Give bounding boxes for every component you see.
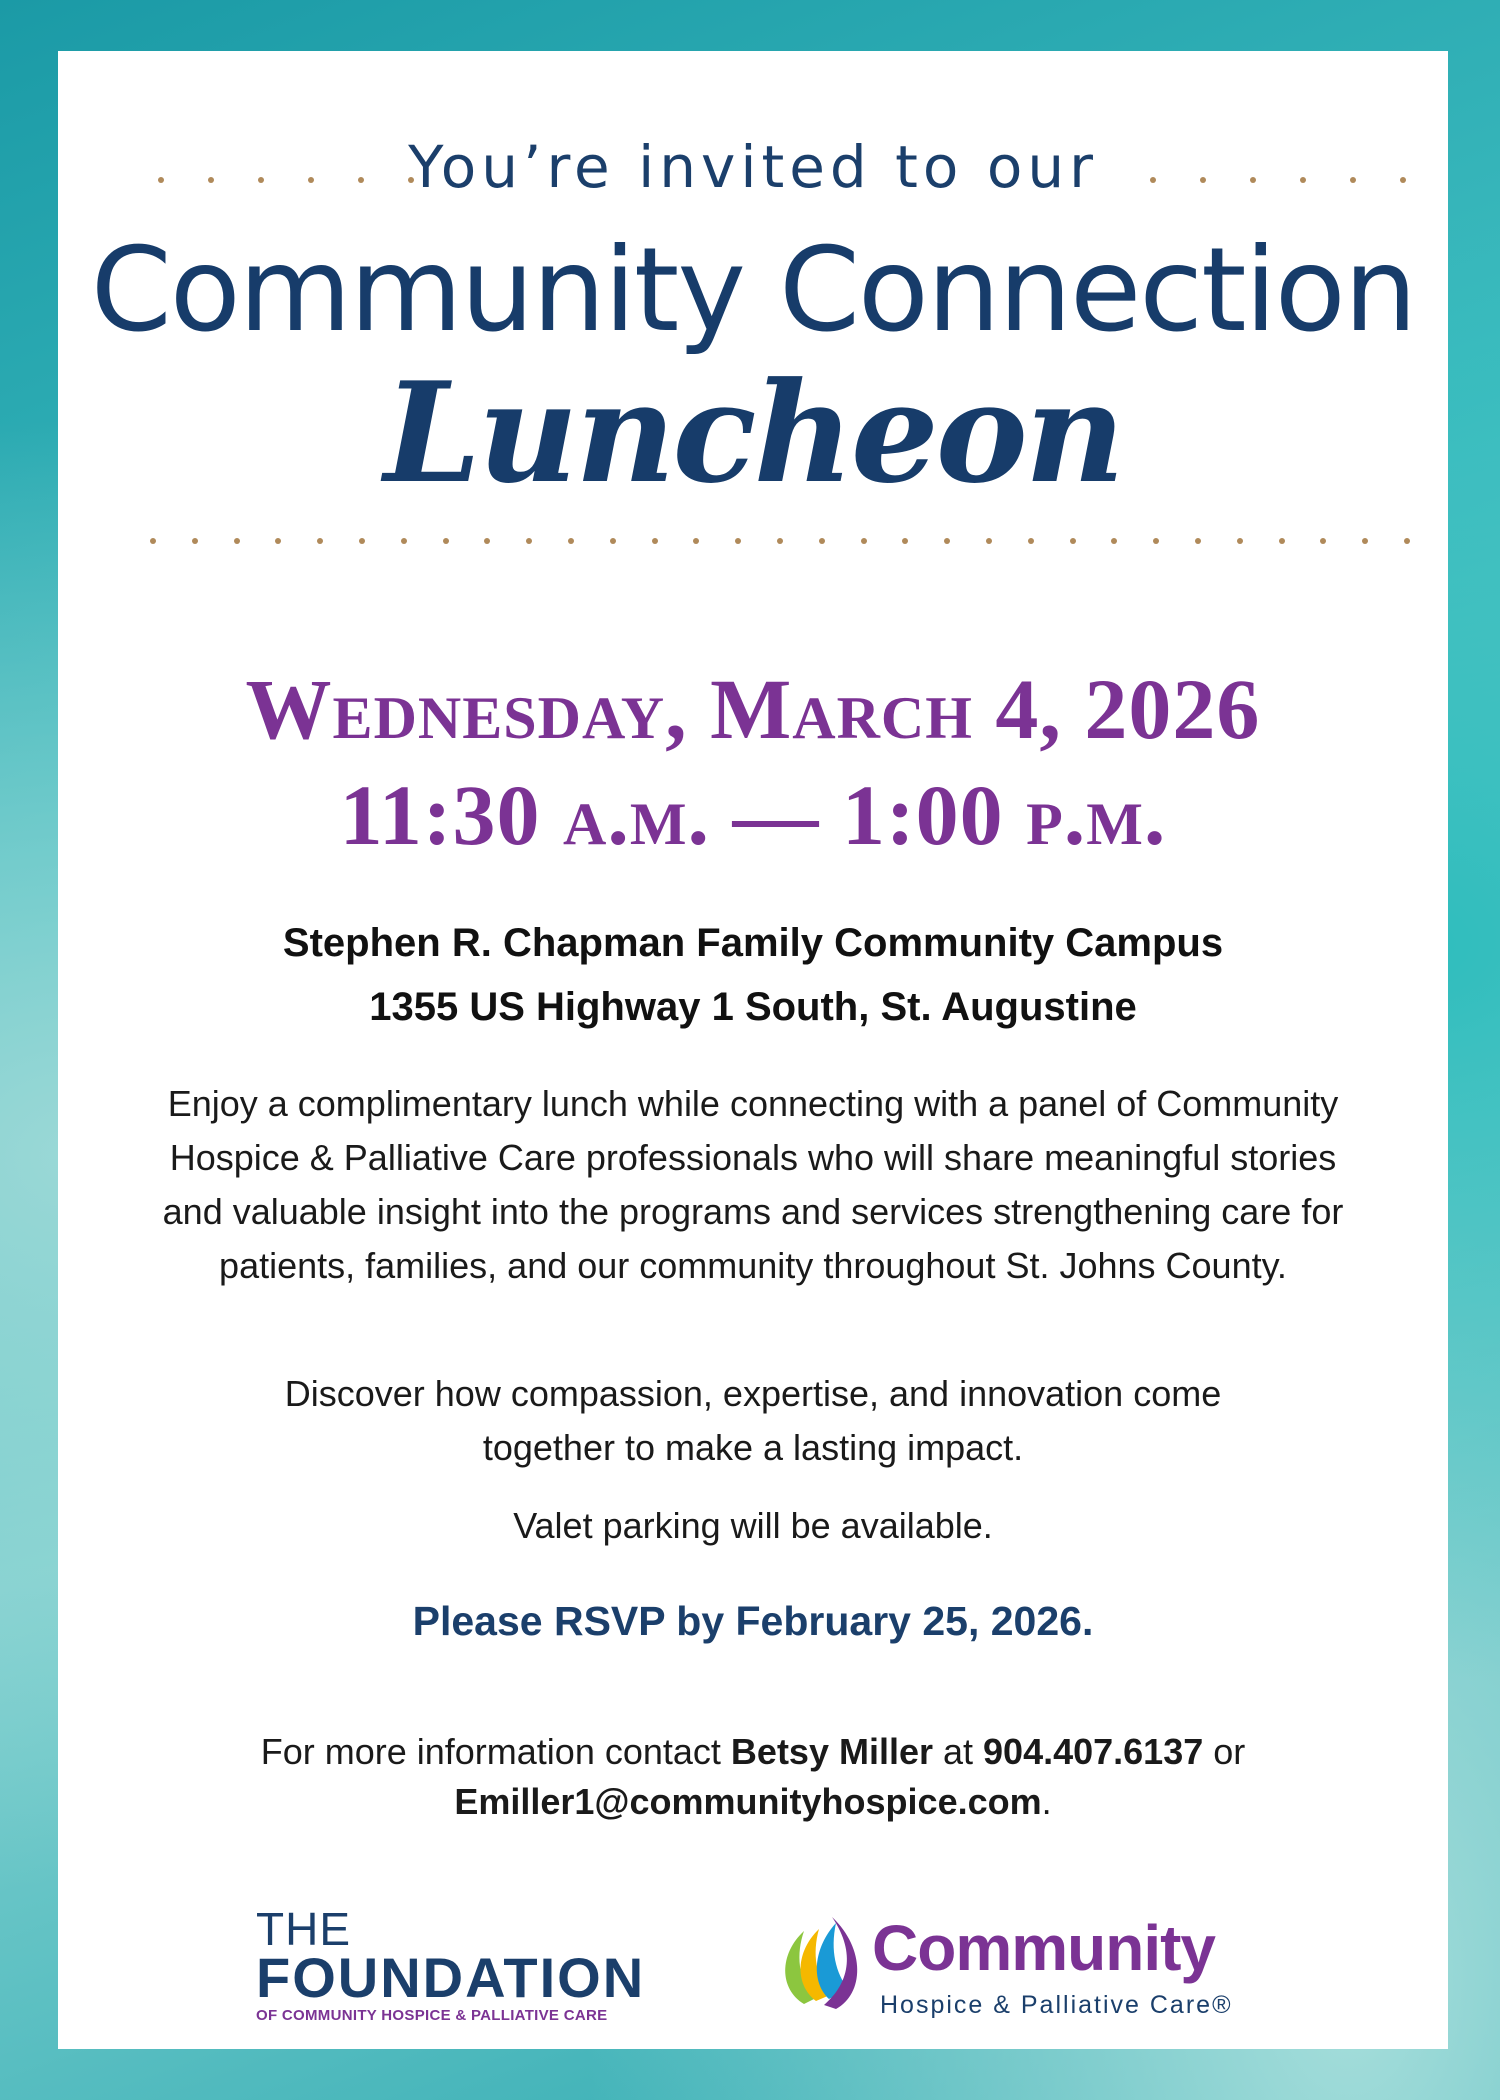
event-date: Wednesday, March 4, 2026 <box>245 661 1261 757</box>
dotted-divider-right <box>1150 177 1406 183</box>
event-time: 11:30 a.m. — 1:00 p.m. <box>339 767 1167 863</box>
community-logo-subtitle: Hospice & Palliative Care® <box>880 1991 1233 2019</box>
dotted-divider-full <box>150 538 1410 544</box>
venue-address: 1355 US Highway 1 South, St. Augustine <box>369 985 1137 1029</box>
contact-info <box>118 1727 1388 1827</box>
contact-prefix: For more information contact <box>260 1731 731 1772</box>
contact-email[interactable]: Emiller1@communityhospice.com <box>454 1781 1042 1822</box>
rsvp-deadline: Please RSVP by February 25, 2026. <box>412 1598 1094 1644</box>
foundation-logo-main: FOUNDATION <box>256 1946 646 2009</box>
foundation-logo-subtitle: OF COMMUNITY HOSPICE & PALLIATIVE CARE <box>256 2007 608 2024</box>
community-logo-name: Community <box>872 1912 1215 1984</box>
contact-phone[interactable]: 904.407.6137 <box>983 1731 1204 1772</box>
event-title-script: Luncheon <box>383 351 1123 514</box>
community-hospice-logo <box>774 1909 1294 2029</box>
description-paragraph: Enjoy a complimentary lunch while connecting with a panel of Community Hospice & Palliative Care professionals who will share meaningful stories and valuable insight into the programs and services strengthening care for patients, families, and our community throughout St. Johns County. <box>162 1083 1344 1286</box>
contact-suffix: . <box>1041 1781 1052 1822</box>
event-title: Community Connection <box>90 223 1416 358</box>
community-swirl-icon <box>774 1909 874 2019</box>
invitation-card <box>58 51 1448 2049</box>
invited-line: You’re invited to our <box>408 133 1098 201</box>
foundation-logo-the: THE <box>256 1903 351 1955</box>
contact-name: Betsy Miller <box>730 1731 933 1772</box>
contact-or: or <box>1203 1731 1246 1772</box>
contact-at: at <box>933 1731 984 1772</box>
parking-note: Valet parking will be available. <box>513 1505 993 1546</box>
venue-name: Stephen R. Chapman Family Community Campus <box>282 921 1224 965</box>
foundation-logo <box>256 1903 676 2027</box>
impact-paragraph: Discover how compassion, expertise, and innovation come together to make a lasting impact. <box>284 1373 1222 1468</box>
